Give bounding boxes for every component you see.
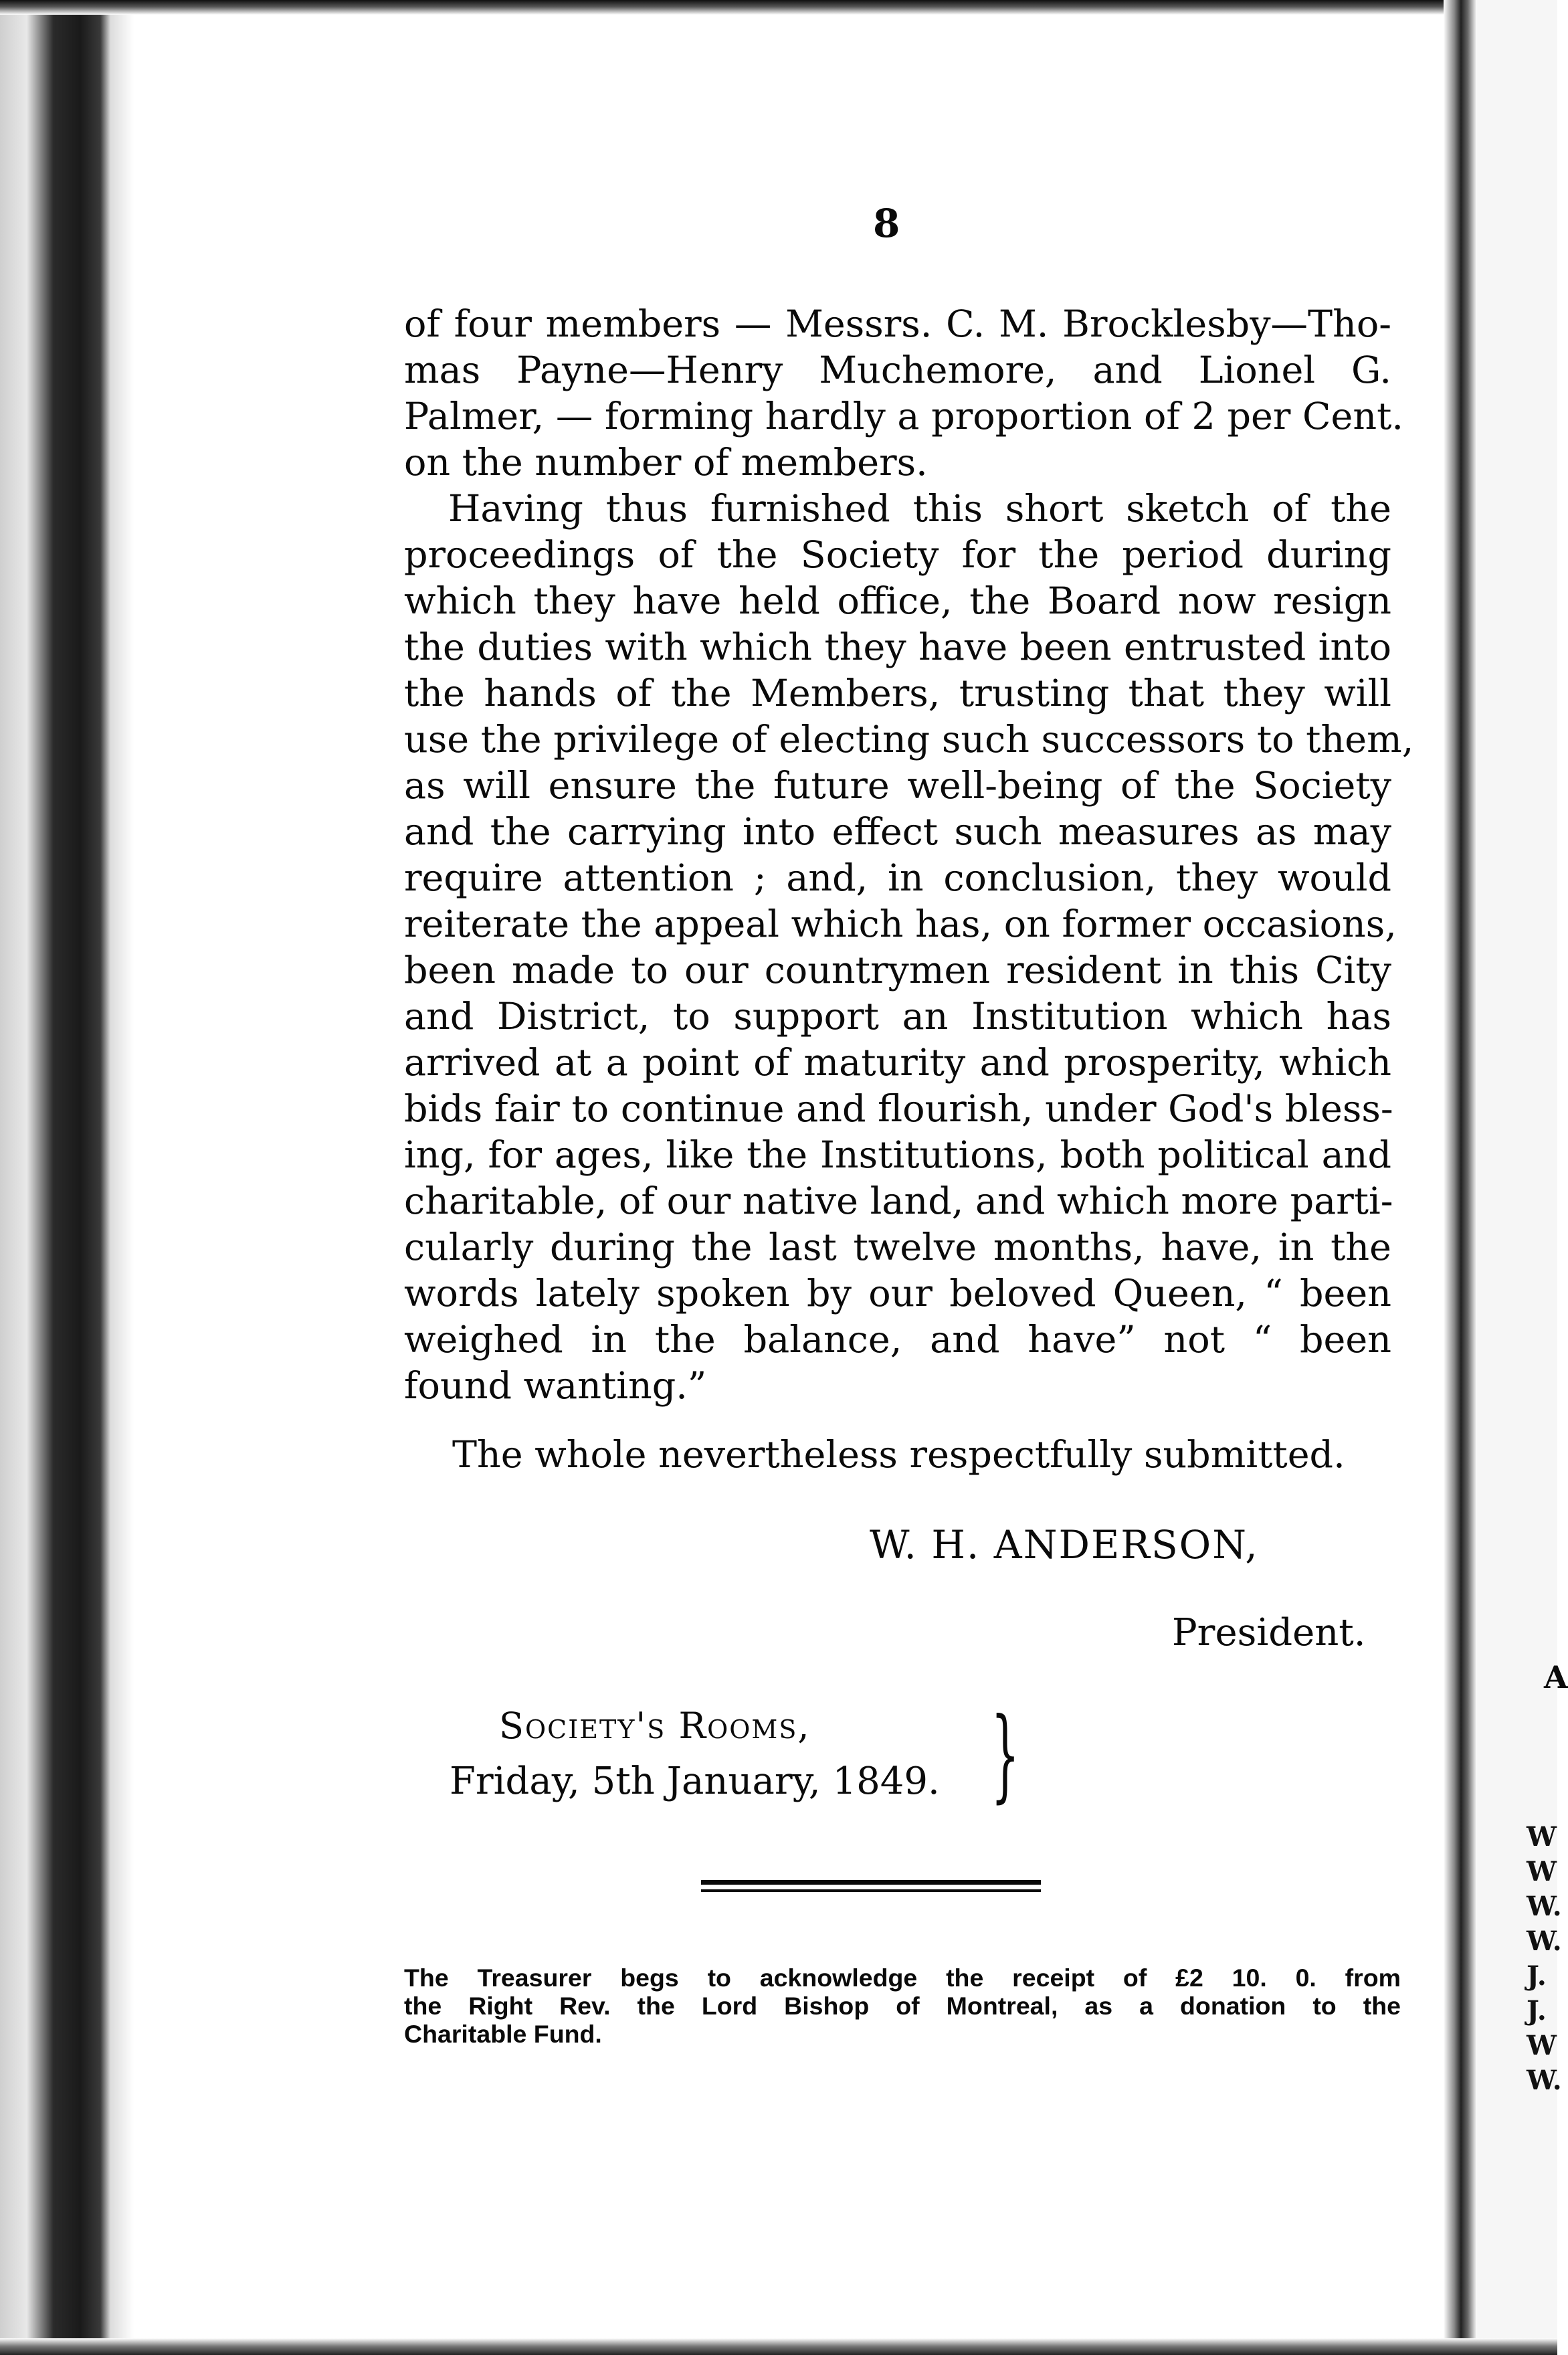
text-line: which they have held office, the Board now resign xyxy=(404,579,1391,623)
scan-gutter xyxy=(1444,0,1477,2355)
dateline-date: Friday, 5th January, 1849. xyxy=(450,1760,940,1803)
paragraph-continued xyxy=(404,301,1404,486)
text-line: been made to our countrymen resident in this City xyxy=(404,949,1391,992)
adjacent-letter: W. xyxy=(1527,1891,1562,1922)
adjacent-page-letters xyxy=(1527,1820,1562,2098)
text-line: Having thus furnished this short sketch of the xyxy=(448,487,1391,531)
text-line: use the privilege of electing such successors to them, xyxy=(404,718,1414,761)
note-line: The Treasurer begs to acknowledge the receipt of £2 10. 0. from xyxy=(404,1964,1401,1992)
text-line: charitable, of our native land, and which more parti- xyxy=(404,1180,1393,1223)
text-line: words lately spoken by our beloved Queen, “ been xyxy=(404,1272,1391,1315)
adjacent-letter: J. xyxy=(1527,1995,1547,2027)
divider-rule-thin xyxy=(701,1889,1041,1892)
dateline-place: Society's Rooms, xyxy=(499,1705,811,1747)
text-line: the hands of the Members, trusting that they will xyxy=(404,672,1391,715)
scan-top-edge xyxy=(0,0,1557,15)
adjacent-letter: W xyxy=(1527,1856,1557,1887)
text-line: cularly during the last twelve months, have, in the xyxy=(404,1226,1391,1269)
adjacent-letter: W. xyxy=(1527,2065,1562,2096)
text-line: the duties with which they have been entrusted into xyxy=(404,626,1391,669)
scan-left-edge xyxy=(0,0,134,2355)
scan-bottom-edge xyxy=(0,2338,1557,2355)
text-line: on the number of members. xyxy=(404,441,928,484)
signature-name: W. H. ANDERSON, xyxy=(870,1522,1259,1568)
page-number: 8 xyxy=(873,201,900,246)
divider-rule-thick xyxy=(701,1880,1041,1885)
text-line: and the carrying into effect such measures as may xyxy=(404,810,1391,854)
text-line: reiterate the appeal which has, on former occasions, xyxy=(404,903,1397,946)
adjacent-letter: W xyxy=(1527,1821,1557,1853)
text-line: and District, to support an Institution which has xyxy=(404,995,1391,1038)
treasurer-note xyxy=(404,1964,1401,2048)
text-line: as will ensure the future well-being of the Society xyxy=(404,764,1391,808)
text-line: found wanting.” xyxy=(404,1364,707,1408)
adjacent-page-fragment: A xyxy=(1544,1659,1568,1695)
paragraph-main xyxy=(404,486,1414,1409)
text-line: require attention ; and, in conclusion, they would xyxy=(404,856,1391,900)
text-line: arrived at a point of maturity and prosperity, which xyxy=(404,1041,1391,1085)
note-line: the Right Rev. the Lord Bishop of Montreal, as a donation to the xyxy=(404,1992,1401,2020)
report-body xyxy=(404,301,1414,1409)
note-line: Charitable Fund. xyxy=(404,2020,602,2048)
closing-statement: The whole nevertheless respectfully submitted. xyxy=(452,1433,1345,1477)
text-line: proceedings of the Society for the period during xyxy=(404,533,1391,577)
text-line: of four members — Messrs. C. M. Brocklesby—Tho- xyxy=(404,302,1391,346)
text-line: ing, for ages, like the Institutions, both political and xyxy=(404,1133,1391,1177)
brace-mark: } xyxy=(991,1697,1020,1813)
text-line: Palmer, — forming hardly a proportion of 2 per Cent. xyxy=(404,395,1404,438)
text-line: mas Payne—Henry Muchemore, and Lionel G. xyxy=(404,349,1391,392)
signature-title: President. xyxy=(1172,1611,1366,1655)
text-line: weighed in the balance, and have” not “ been xyxy=(404,1318,1391,1361)
adjacent-letter: W xyxy=(1527,2030,1557,2061)
adjacent-letter: J. xyxy=(1527,1960,1547,1992)
text-line: bids fair to continue and flourish, under God's bless- xyxy=(404,1087,1393,1131)
adjacent-letter: W. xyxy=(1527,1925,1562,1957)
